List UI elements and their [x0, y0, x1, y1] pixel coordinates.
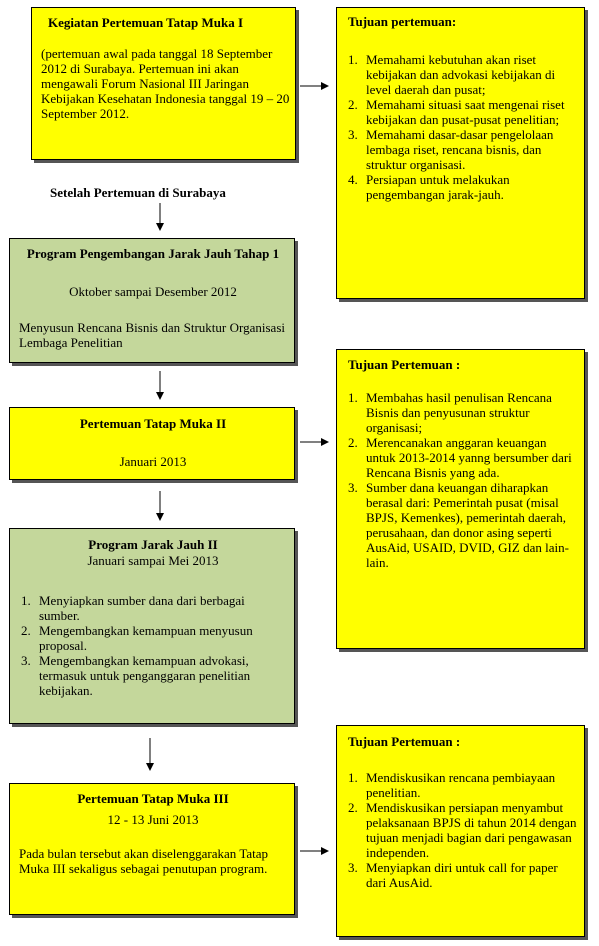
- meeting3-box: [9, 783, 295, 915]
- goals3-box: [336, 725, 585, 937]
- goals1-box: [336, 7, 585, 299]
- list-item: 3. Memahami dasar-dasar pengelolaan lembaga riset, rencana bisnis, dan struktur organisasi.: [348, 127, 554, 172]
- program2-period: Januari sampai Mei 2013: [87, 553, 219, 568]
- list-item: 3. Sumber dana keuangan diharapkan berasal dari: Pemerintah pusat (misal BPJS, Kemenkes), pemerintah daerah, perusahaan, dan donor asing seperti AusAid, USAID, DVID, GIZ dan lain-lain.: [348, 480, 569, 570]
- list-item: 3. Menyiapkan diri untuk call for paper dari AusAid.: [348, 860, 558, 890]
- goals2-box: [336, 349, 585, 649]
- after-surabaya-label: Setelah Pertemuan di Surabaya: [50, 185, 226, 200]
- meeting2-date: Januari 2013: [119, 454, 187, 469]
- list-item: 1. Memahami kebutuhan akan riset kebijakan dan advokasi kebijakan di level daerah dan pusat;: [348, 52, 556, 97]
- list-item: 2. Memahami situasi saat mengenai riset kebijakan dan pusat-pusat penelitian;: [348, 97, 565, 127]
- meeting3-body: Pada bulan tersebut akan diselenggarakan Tatap Muka III sekaligus sebagai penutupan program.: [19, 846, 269, 876]
- meeting2-title: Pertemuan Tatap Muka II: [79, 416, 227, 431]
- meeting1-body: (pertemuan awal pada tanggal 18 September 2012 di Surabaya. Pertemuan ini akan mengawali Forum Nasional III Jaringan Kebijakan Kesehatan Indonesia tanggal 19 – 20 September 2012.: [41, 46, 290, 121]
- meeting3-date: 12 - 13 Juni 2013: [107, 812, 199, 827]
- meeting3-title: Pertemuan Tatap Muka III: [77, 791, 229, 806]
- meeting2-box: [9, 407, 295, 480]
- goals3-list: [337, 770, 579, 890]
- program2-list: [10, 593, 280, 698]
- program1-period: Oktober sampai Desember 2012: [69, 284, 237, 299]
- list-item: 1. Menyiapkan sumber dana dari berbagai sumber.: [21, 593, 245, 623]
- goals3-title: Tujuan Pertemuan :: [348, 734, 461, 749]
- program2-title: Program Jarak Jauh II: [88, 537, 218, 552]
- list-item: 2. Mendiskusikan persiapan menyambut pelaksanaan BPJS di tahun 2014 dengan tujuan menjadi bagian dari pengawasan independen.: [348, 800, 577, 860]
- list-item: 1. Mendiskusikan rencana pembiayaan penelitian.: [348, 770, 556, 800]
- program1-body: Menyusun Rencana Bisnis dan Struktur Organisasi Lembaga Penelitian: [19, 320, 285, 350]
- program2-box: [9, 528, 295, 724]
- program1-title: Program Pengembangan Jarak Jauh Tahap 1: [26, 246, 280, 261]
- list-item: 2. Merencanakan anggaran keuangan untuk 2013-2014 yanng bersumber dari Rencana Bisnis yang ada.: [348, 435, 572, 480]
- meeting1-box: [31, 7, 296, 160]
- goals2-list: [337, 390, 579, 570]
- meeting1-title: Kegiatan Pertemuan Tatap Muka I: [48, 15, 244, 30]
- list-item: 1. Membahas hasil penulisan Rencana Bisnis dan penyusunan struktur organisasi;: [348, 390, 552, 435]
- list-item: 2. Mengembangkan kemampuan menyusun proposal.: [21, 623, 253, 653]
- goals1-list: [337, 52, 577, 202]
- program1-box: [9, 238, 295, 363]
- list-item: 3. Mengembangkan kemampuan advokasi, termasuk untuk penganggaran penelitian kebijakan.: [21, 653, 251, 698]
- goals1-title: Tujuan pertemuan:: [348, 14, 457, 29]
- list-item: 4. Persiapan untuk melakukan pengembangan jarak-jauh.: [348, 172, 510, 202]
- goals2-title: Tujuan Pertemuan :: [348, 357, 461, 372]
